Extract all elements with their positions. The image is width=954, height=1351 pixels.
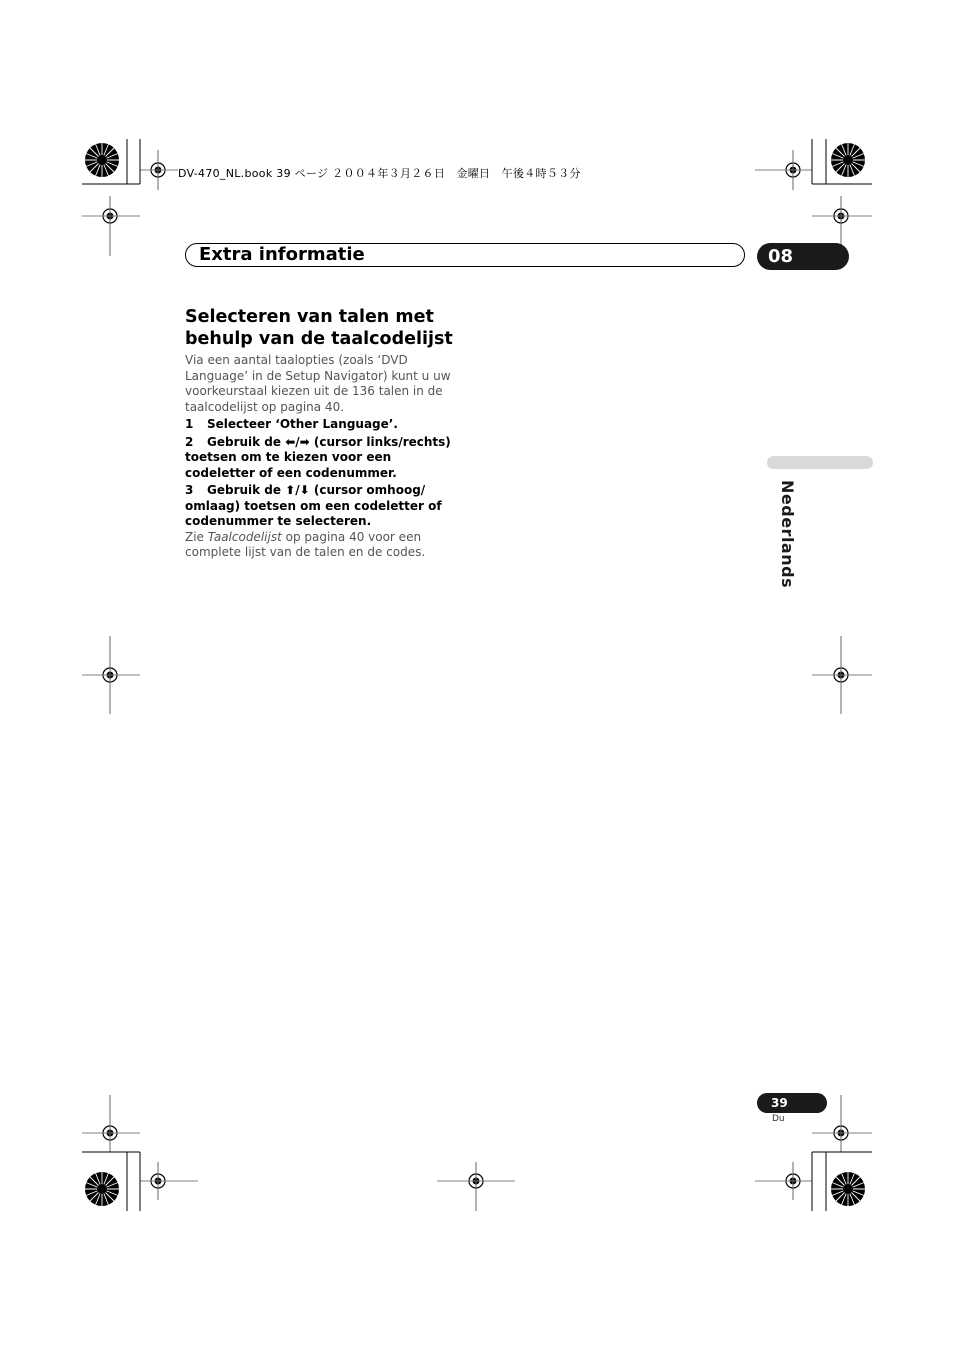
registration-target-icon (101, 207, 119, 225)
step-text: Selecteer ‘Other Language’. (207, 417, 398, 431)
section-intro: Via een aantal taalopties (zoals ‘DVD Language’ in de Setup Navigator) kunt u uw voorkeurstaal kiezen uit de 136 talen in de taalcodelijst op pagina 40. (185, 353, 451, 414)
registration-target-icon (467, 1172, 485, 1190)
step-item (185, 483, 460, 530)
step-number: 3 (185, 483, 194, 497)
registration-star-icon (85, 143, 119, 177)
page-language-code: Du (772, 1114, 785, 1124)
chapter-title: Extra informatie (199, 244, 365, 265)
step-number: 1 (185, 417, 194, 431)
print-header: DV-470_NL.book 39 ページ ２００４年３月２６日 金曜日 午後４時５３分 (178, 167, 581, 180)
registration-star-icon (85, 1172, 119, 1206)
note-reference: Taalcodelijst (207, 529, 282, 544)
page-number-badge: 39 (757, 1093, 827, 1113)
registration-target-icon (101, 1124, 119, 1142)
step-number: 2 (185, 434, 194, 449)
step-text: Gebruik de ⬆/⬇ (cursor omhoog/ omlaag) toetsen om een codeletter of codenummer te selecteren. (185, 483, 442, 528)
registration-target-icon (784, 161, 802, 179)
registration-target-icon (832, 666, 850, 684)
section-language-code-list (185, 306, 460, 561)
registration-target-icon (832, 207, 850, 225)
registration-target-icon (149, 161, 167, 179)
registration-star-icon (831, 143, 865, 177)
step-text: Gebruik de ⬅/➡ (cursor links/rechts) toetsen om te kiezen voor een codeletter of een codenummer. (185, 434, 451, 480)
step-item (185, 435, 460, 482)
section-heading: Selecteren van talen met behulp van de taalcodelijst (185, 307, 453, 349)
registration-target-icon (784, 1172, 802, 1190)
registration-target-icon (832, 1124, 850, 1142)
chapter-number-badge: 08 (757, 243, 849, 270)
registration-target-icon (149, 1172, 167, 1190)
note-prefix: Zie (185, 529, 208, 544)
chapter-header-bar (185, 243, 745, 267)
language-tab-bar (767, 456, 873, 469)
step-item (185, 417, 460, 433)
section-note (185, 530, 460, 561)
note-suffix: op pagina 40 voor een complete lijst van de talen en de codes. (185, 529, 426, 559)
registration-target-icon (101, 666, 119, 684)
language-tab-label: Nederlands (778, 480, 797, 589)
registration-star-icon (831, 1172, 865, 1206)
